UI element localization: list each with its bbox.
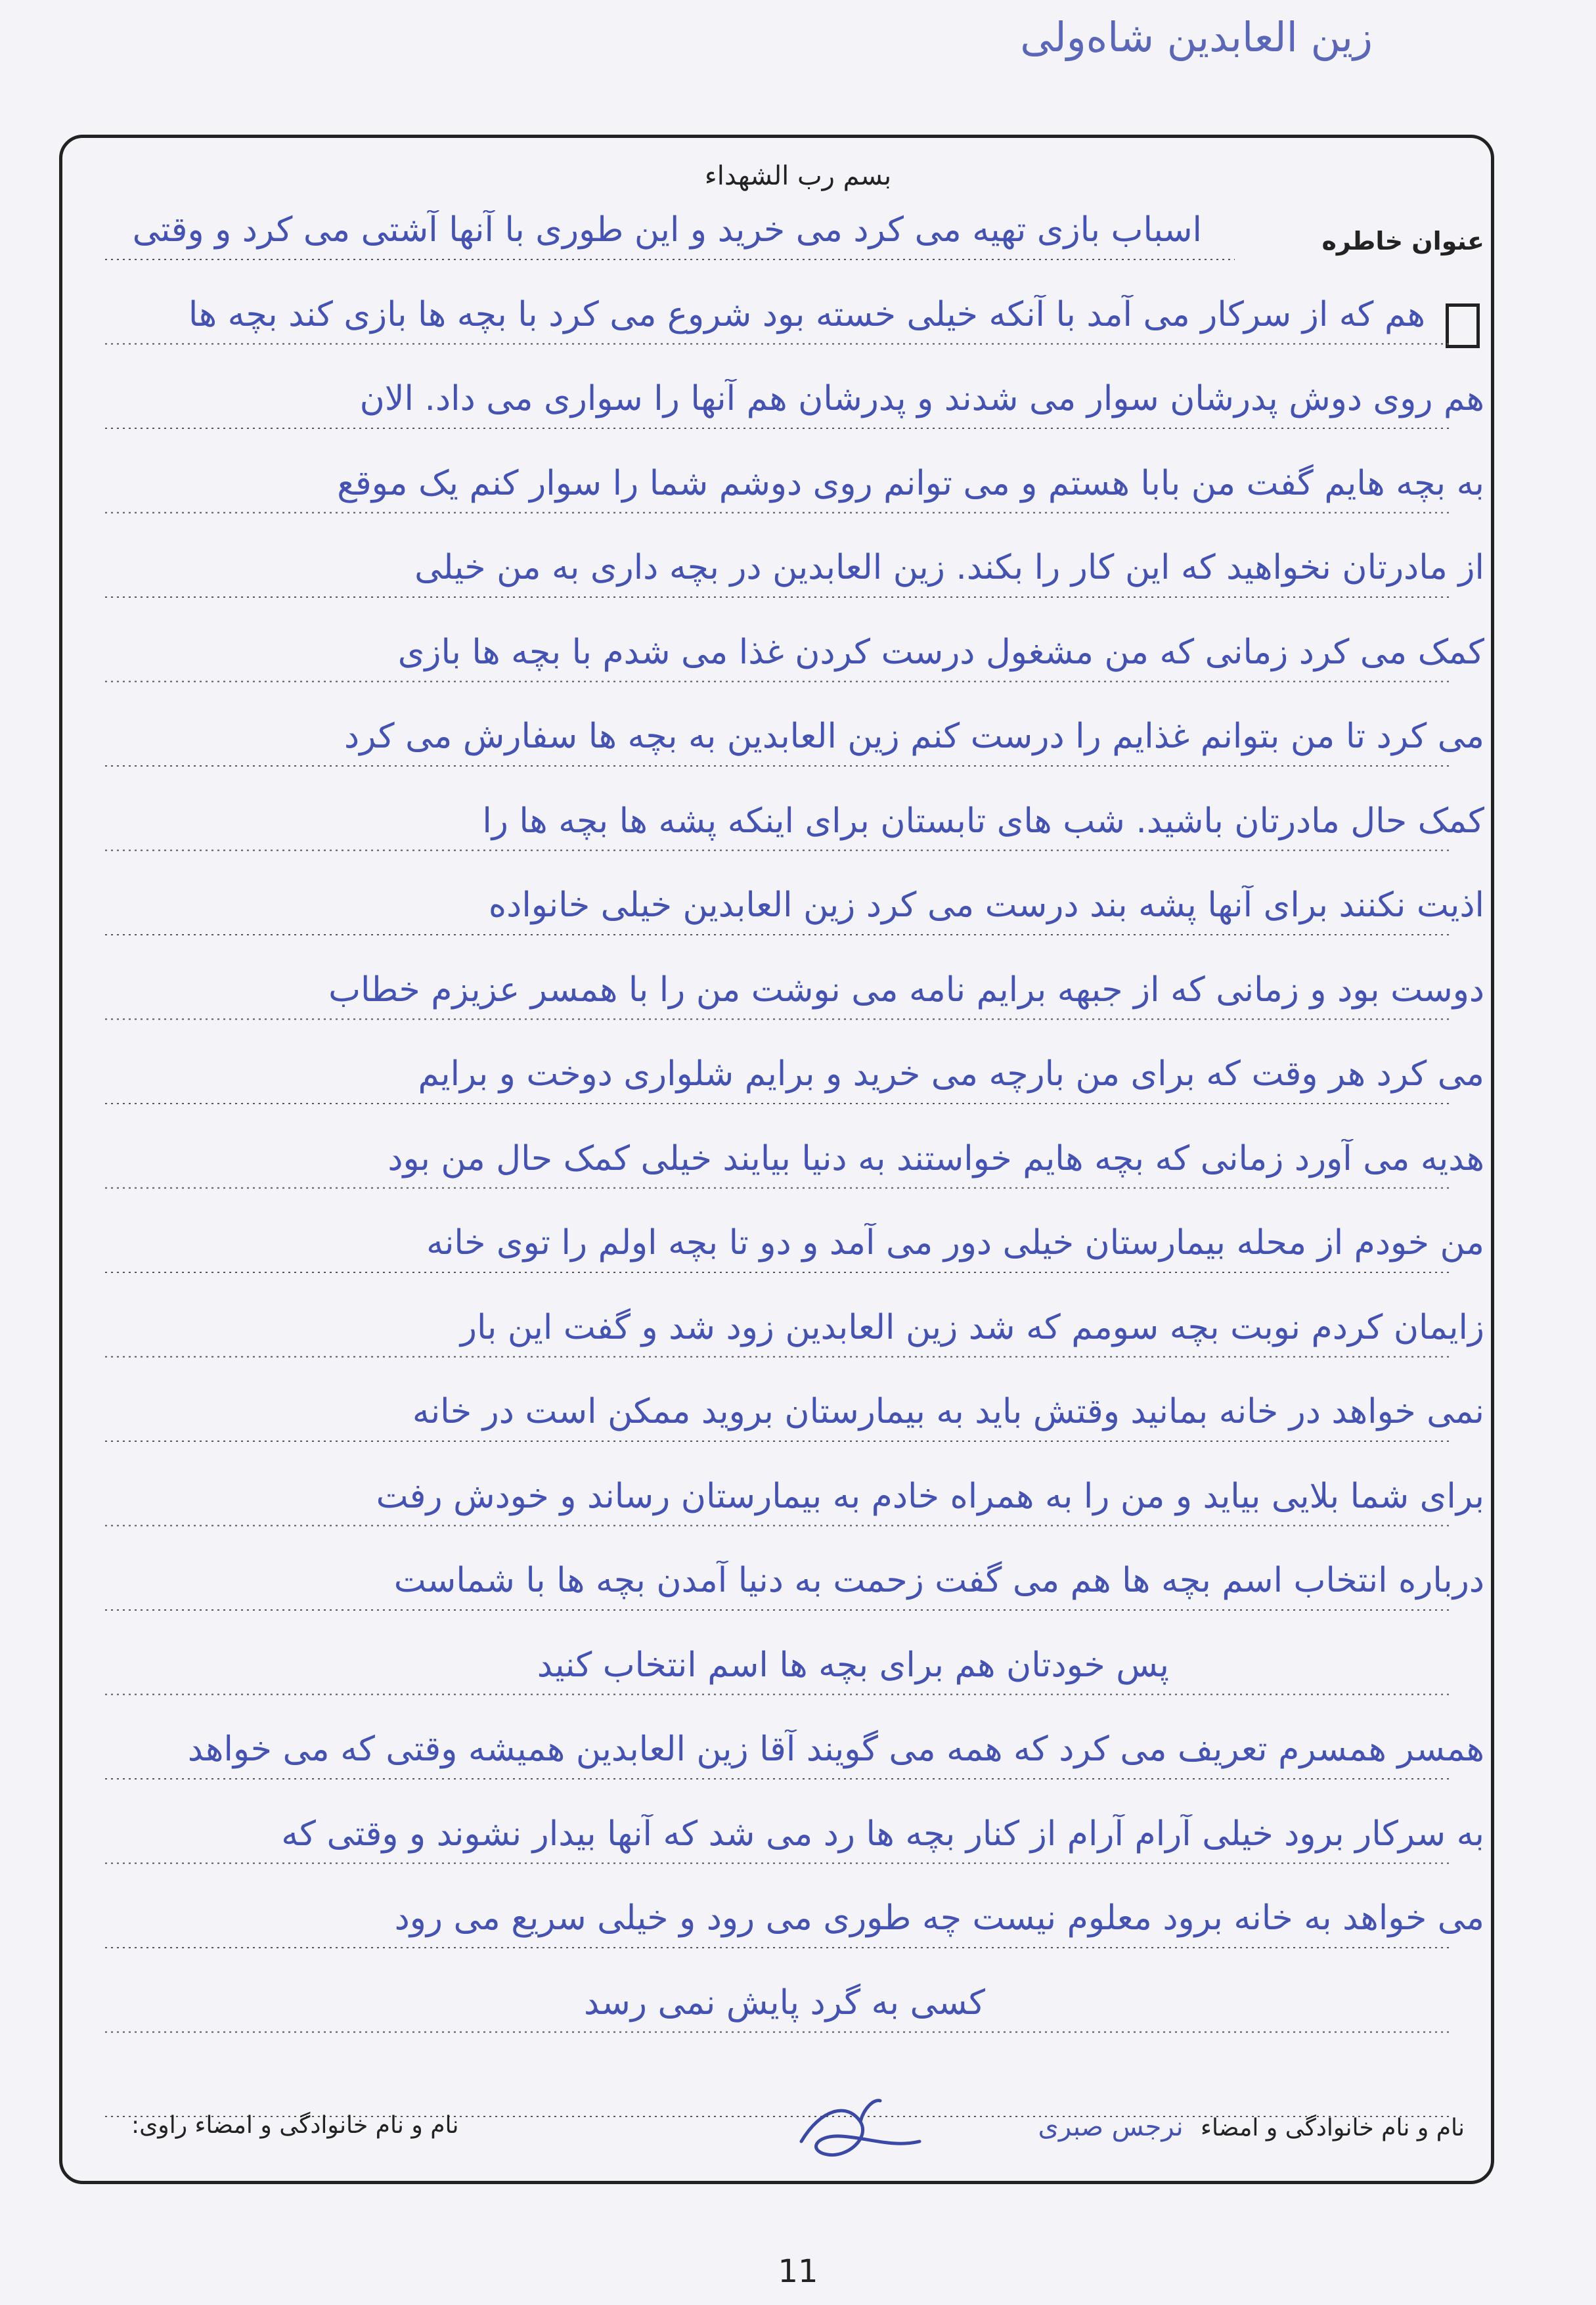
memoir-line: می کرد هر وقت که برای من بارچه می خرید و برایم شلواری دوخت و برایم	[418, 1054, 1484, 1094]
memoir-line: هم روی دوش پدرشان سوار می شدند و پدرشان هم آنها را سواری می داد. الان	[359, 379, 1484, 418]
memoir-line: کمک حال مادرتان باشید. شب های تابستان برای اینکه پشه ها بچه ها را	[482, 801, 1484, 841]
memoir-line: اذیت نکنند برای آنها پشه بند درست می کرد زین العابدین خیلی خانواده	[488, 885, 1484, 925]
narrator-signature-row	[131, 2112, 458, 2139]
page-number: 11	[778, 2253, 818, 2290]
writer-signature-row	[1038, 2112, 1465, 2142]
narrator-label: نام و نام خانوادگی و امضاء راوی:	[131, 2112, 459, 2139]
writer-label: نام و نام خانوادگی و امضاء	[1201, 2115, 1465, 2141]
memoir-line: هدیه می آورد زمانی که بچه هایم خواستند به دنیا بیایند خیلی کمک حال من بود	[388, 1138, 1484, 1178]
handwritten-signature	[788, 2095, 939, 2181]
basmala-heading: بسم رب الشهداء	[704, 161, 892, 191]
memoir-line: می خواهد به خانه برود معلوم نیست چه طوری می رود و خیلی سریع می رود	[394, 1898, 1484, 1938]
memoir-line: به بچه هایم گفت من بابا هستم و می توانم روی دوشم شما را سوار کنم یک موقع	[337, 463, 1484, 503]
memoir-line: درباره انتخاب اسم بچه ها هم می گفت زحمت به دنیا آمدن بچه ها با شماست	[393, 1561, 1484, 1600]
memoir-line: برای شما بلایی بیاید و من را به همراه خادم به بیمارستان رساند و خودش رفت	[376, 1476, 1484, 1516]
memoir-line: نمی خواهد در خانه بمانید وقتش باید به بیمارستان بروید ممکن است در خانه	[412, 1392, 1484, 1431]
writer-name: نرجس صبری	[1038, 2112, 1184, 2142]
memoir-line: هم که از سرکار می آمد با آنکه خیلی خسته بود شروع می کرد با بچه ها بازی کند بچه ها	[188, 294, 1425, 334]
memoir-title-label: عنوان خاطره	[1321, 227, 1484, 256]
memoir-line: دوست بود و زمانی که از جبهه برایم نامه می نوشت من را با همسر عزیزم خطاب	[328, 970, 1484, 1010]
memoir-line: کسی به گرد پایش نمی رسد	[583, 1982, 985, 2023]
memoir-line: من خودم از محله بیمارستان خیلی دور می آمد و دو تا بچه اولم را توی خانه	[426, 1223, 1484, 1263]
memoir-line: به سرکار برود خیلی آرام آرام از کنار بچه ها رد می شد که آنها بیدار نشوند و وقتی که	[281, 1814, 1484, 1854]
memoir-line: اسباب بازی تهیه می کرد می خرید و این طوری با آنها آشتی می کرد و وقتی	[132, 210, 1202, 250]
memoir-line: می کرد تا من بتوانم غذایم را درست کنم زین العابدین به بچه ها سفارش می کرد	[344, 717, 1484, 756]
handwritten-header-name: زین العابدین شاه‌ولی	[1020, 13, 1373, 61]
memoir-line: پس خودتان هم برای بچه ها اسم انتخاب کنید	[537, 1645, 1169, 1685]
memoir-line: از مادرتان نخواهید که این کار را بکند. زین العابدین در بچه داری به من خیلی	[414, 548, 1484, 587]
memoir-line: کمک می کرد زمانی که من مشغول درست کردن غذا می شدم با بچه ها بازی	[397, 632, 1484, 672]
memoir-line: زایمان کردم نوبت بچه سومم که شد زین العابدین زود شد و گفت این بار	[460, 1307, 1484, 1347]
memoir-line: همسر همسرم تعریف می کرد که همه می گویند آقا زین العابدین همیشه وقتی که می خواهد	[187, 1730, 1484, 1769]
